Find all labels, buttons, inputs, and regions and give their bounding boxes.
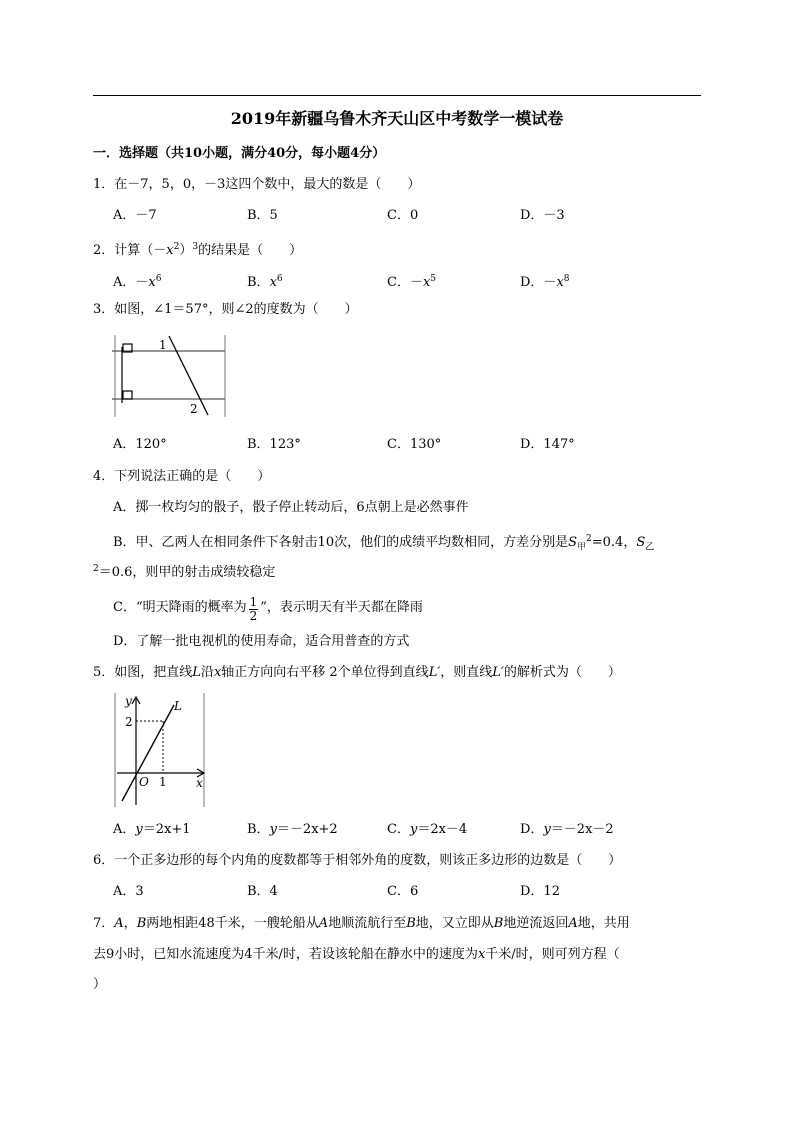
q2-a-var: x bbox=[148, 275, 156, 290]
q4-c-fraction bbox=[249, 596, 259, 623]
q4-stem: 4．下列说法正确的是（ ） bbox=[93, 469, 271, 484]
q7-text-b: 地顺流航行至 bbox=[328, 916, 407, 931]
q5-option-d bbox=[520, 822, 614, 838]
q5-c-rest: ＝2x－4 bbox=[417, 822, 468, 837]
q2-exp1: 2 bbox=[173, 242, 180, 252]
q5-fig-tick-1: 1 bbox=[159, 775, 167, 789]
q5-a-rest: ＝2x+1 bbox=[142, 822, 191, 837]
q2-a-exp: 6 bbox=[155, 274, 162, 284]
q1-option-d: D．－3 bbox=[520, 208, 565, 223]
q4-b-sub1: 甲 bbox=[577, 542, 587, 553]
q4-option-a: A．掷一枚均匀的骰子，骰子停止转动后，6点朝上是必然事件 bbox=[113, 500, 469, 515]
q4-b-s2: S bbox=[636, 535, 646, 550]
q4-b-mid: =0.4， bbox=[591, 535, 637, 550]
q4-b-s1: S bbox=[568, 535, 578, 550]
q6-option-b: B．4 bbox=[247, 884, 278, 899]
q7-line2-pre: 去9小时，已知水流速度为4千米/时，若设该轮船在静水中的速度为 bbox=[93, 947, 478, 962]
q7-text-a: 两地相距48千米，一艘轮船从 bbox=[146, 916, 319, 931]
q3-fig-angle2-label: 2 bbox=[190, 402, 198, 416]
q7-line2-post: 千米/时，则可列方程（ bbox=[485, 947, 620, 962]
q5-option-b bbox=[247, 822, 338, 838]
q7-B-3: B bbox=[493, 916, 504, 931]
q5-option-a bbox=[113, 822, 191, 838]
q7-number: 7． bbox=[93, 916, 115, 931]
q2-exp2: 3 bbox=[192, 242, 199, 252]
q3-option-c: C．130° bbox=[387, 437, 442, 452]
q5-d-prefix: D． bbox=[520, 822, 544, 837]
q2-c-prefix: C．－ bbox=[387, 275, 423, 290]
q4-c-numerator: 1 bbox=[249, 595, 258, 609]
q5-b-prefix: B． bbox=[247, 822, 270, 837]
q2-b-var: x bbox=[269, 275, 277, 290]
q5-stem-post: 的解析式为（ ） bbox=[503, 665, 621, 680]
q2-d-var: x bbox=[556, 275, 564, 290]
q5-c-prefix: C． bbox=[387, 822, 410, 837]
q4-b-line2-sup: 2 bbox=[93, 564, 99, 574]
q2-d-exp: 8 bbox=[563, 274, 570, 284]
q5-stem-mid1: 沿 bbox=[200, 665, 214, 680]
q7-x: x bbox=[477, 947, 486, 962]
q3-fig-transversal bbox=[169, 336, 208, 415]
q2-stem-mid: ） bbox=[179, 243, 193, 258]
q2-stem-post: 的结果是（ ） bbox=[198, 243, 303, 258]
q4-b-text: B．甲、乙两人在相同条件下各射击10次，他们的成绩平均数相同，方差分别是 bbox=[113, 535, 569, 550]
q4-option-b-line1 bbox=[113, 531, 654, 556]
q6-option-c: C．6 bbox=[387, 884, 419, 899]
q1-option-a: A．－7 bbox=[113, 208, 157, 223]
q7-A: A bbox=[114, 916, 124, 931]
q2-option-d bbox=[520, 271, 570, 291]
q5-b-rest: ＝－2x+2 bbox=[276, 822, 338, 837]
q7-B-2: B bbox=[406, 916, 416, 931]
q2-var: x bbox=[166, 243, 174, 258]
q5-a-var: y bbox=[135, 822, 143, 837]
q5-c-var: y bbox=[409, 822, 418, 837]
q2-c-exp: 5 bbox=[430, 274, 437, 284]
q3-figure bbox=[112, 333, 230, 417]
q3-option-d: D．147° bbox=[520, 437, 575, 452]
q6-option-d: D．12 bbox=[520, 884, 560, 899]
q3-fig-angle1-label: 1 bbox=[159, 338, 167, 352]
q7-B: B bbox=[136, 916, 147, 931]
q7-line2 bbox=[93, 947, 620, 963]
q7-A-3: A bbox=[568, 916, 578, 931]
q6-stem: 6．一个正多边形的每个内角的度数都等于相邻外角的度数，则该正多边形的边数是（ ） bbox=[93, 853, 622, 868]
q4-c-post: ”，表示明天有半天都在降雨 bbox=[260, 600, 423, 615]
q5-d-var: y bbox=[543, 822, 551, 837]
q7-line3: ） bbox=[93, 977, 107, 992]
q7-text-d: 地逆流返回 bbox=[503, 916, 569, 931]
q5-b-var: y bbox=[269, 822, 277, 837]
q5-stem-pre: 5．如图，把直线 bbox=[93, 665, 193, 680]
q3-option-b: B．123° bbox=[247, 437, 301, 452]
q4-option-b-line2 bbox=[93, 561, 275, 581]
q4-b-sup1: 2 bbox=[586, 534, 592, 544]
q1-option-c: C．0 bbox=[387, 208, 419, 223]
q1-stem: 1．在－7，5，0，－3这四个数中，最大的数是（ ） bbox=[93, 177, 421, 192]
q5-fig-tick-2: 2 bbox=[125, 715, 133, 729]
page-title: 2019年新疆乌鲁木齐天山区中考数学一模试卷 bbox=[230, 109, 564, 128]
q4-b-sub2: 乙 bbox=[645, 542, 655, 553]
q5-stem-mid2: 轴正方向向右平移 2个单位得到直线 bbox=[221, 665, 429, 680]
q5-d-rest: ＝－2x－2 bbox=[550, 822, 614, 837]
q5-fig-x-label: x bbox=[196, 776, 203, 790]
q4-option-d: D．了解一批电视机的使用寿命，适合用普查的方式 bbox=[113, 634, 410, 649]
q5-stem-mid3: ，则直线 bbox=[440, 665, 493, 680]
q2-option-c bbox=[387, 271, 436, 291]
q4-b-line2-text: ＝0.6，则甲的射击成绩较稳定 bbox=[98, 565, 276, 580]
q2-stem-pre: 2．计算（－ bbox=[93, 243, 167, 258]
q2-stem bbox=[93, 239, 302, 259]
q5-fig-origin-label: O bbox=[139, 775, 149, 789]
q2-c-var: x bbox=[422, 275, 431, 290]
q5-a-prefix: A． bbox=[113, 822, 136, 837]
q4-c-pre: C．“明天降雨的概率为 bbox=[113, 600, 247, 615]
q5-Lprime: L′ bbox=[428, 665, 441, 680]
q2-option-b bbox=[247, 271, 283, 291]
q3-stem: 3．如图，∠1＝57°，则∠2的度数为（ ） bbox=[93, 302, 358, 317]
q2-a-prefix: A．－ bbox=[113, 275, 149, 290]
q1-option-b: B．5 bbox=[247, 208, 278, 223]
q5-L: L bbox=[192, 665, 201, 680]
q3-option-a: A．120° bbox=[113, 437, 167, 452]
q7-comma: ， bbox=[123, 916, 137, 931]
q5-fig-y-label: y bbox=[125, 694, 132, 708]
q2-b-exp: 6 bbox=[276, 274, 283, 284]
q6-option-a: A．3 bbox=[113, 884, 144, 899]
q7-text-e: 地，共用 bbox=[577, 916, 630, 931]
q7-text-c: 地，又立即从 bbox=[415, 916, 494, 931]
q7-A-2: A bbox=[318, 916, 329, 931]
q5-figure bbox=[112, 693, 208, 807]
q5-option-c bbox=[387, 822, 467, 838]
q7-line1 bbox=[93, 916, 630, 932]
q3-fig-right-angle-bottom bbox=[123, 391, 132, 399]
q4-option-c bbox=[113, 596, 423, 623]
q2-d-prefix: D．－ bbox=[520, 275, 557, 290]
q5-Lprime-2: L′ bbox=[492, 665, 504, 680]
q2-b-prefix: B． bbox=[247, 275, 270, 290]
q5-fig-L-label: L bbox=[174, 699, 182, 713]
q5-stem bbox=[93, 665, 621, 681]
q5-x: x bbox=[213, 665, 222, 680]
q4-c-denominator: 2 bbox=[249, 609, 258, 623]
section-heading: 一．选择题（共10小题，满分40分，每小题4分） bbox=[93, 146, 386, 161]
header-rule bbox=[93, 95, 701, 96]
q2-option-a bbox=[113, 271, 161, 291]
